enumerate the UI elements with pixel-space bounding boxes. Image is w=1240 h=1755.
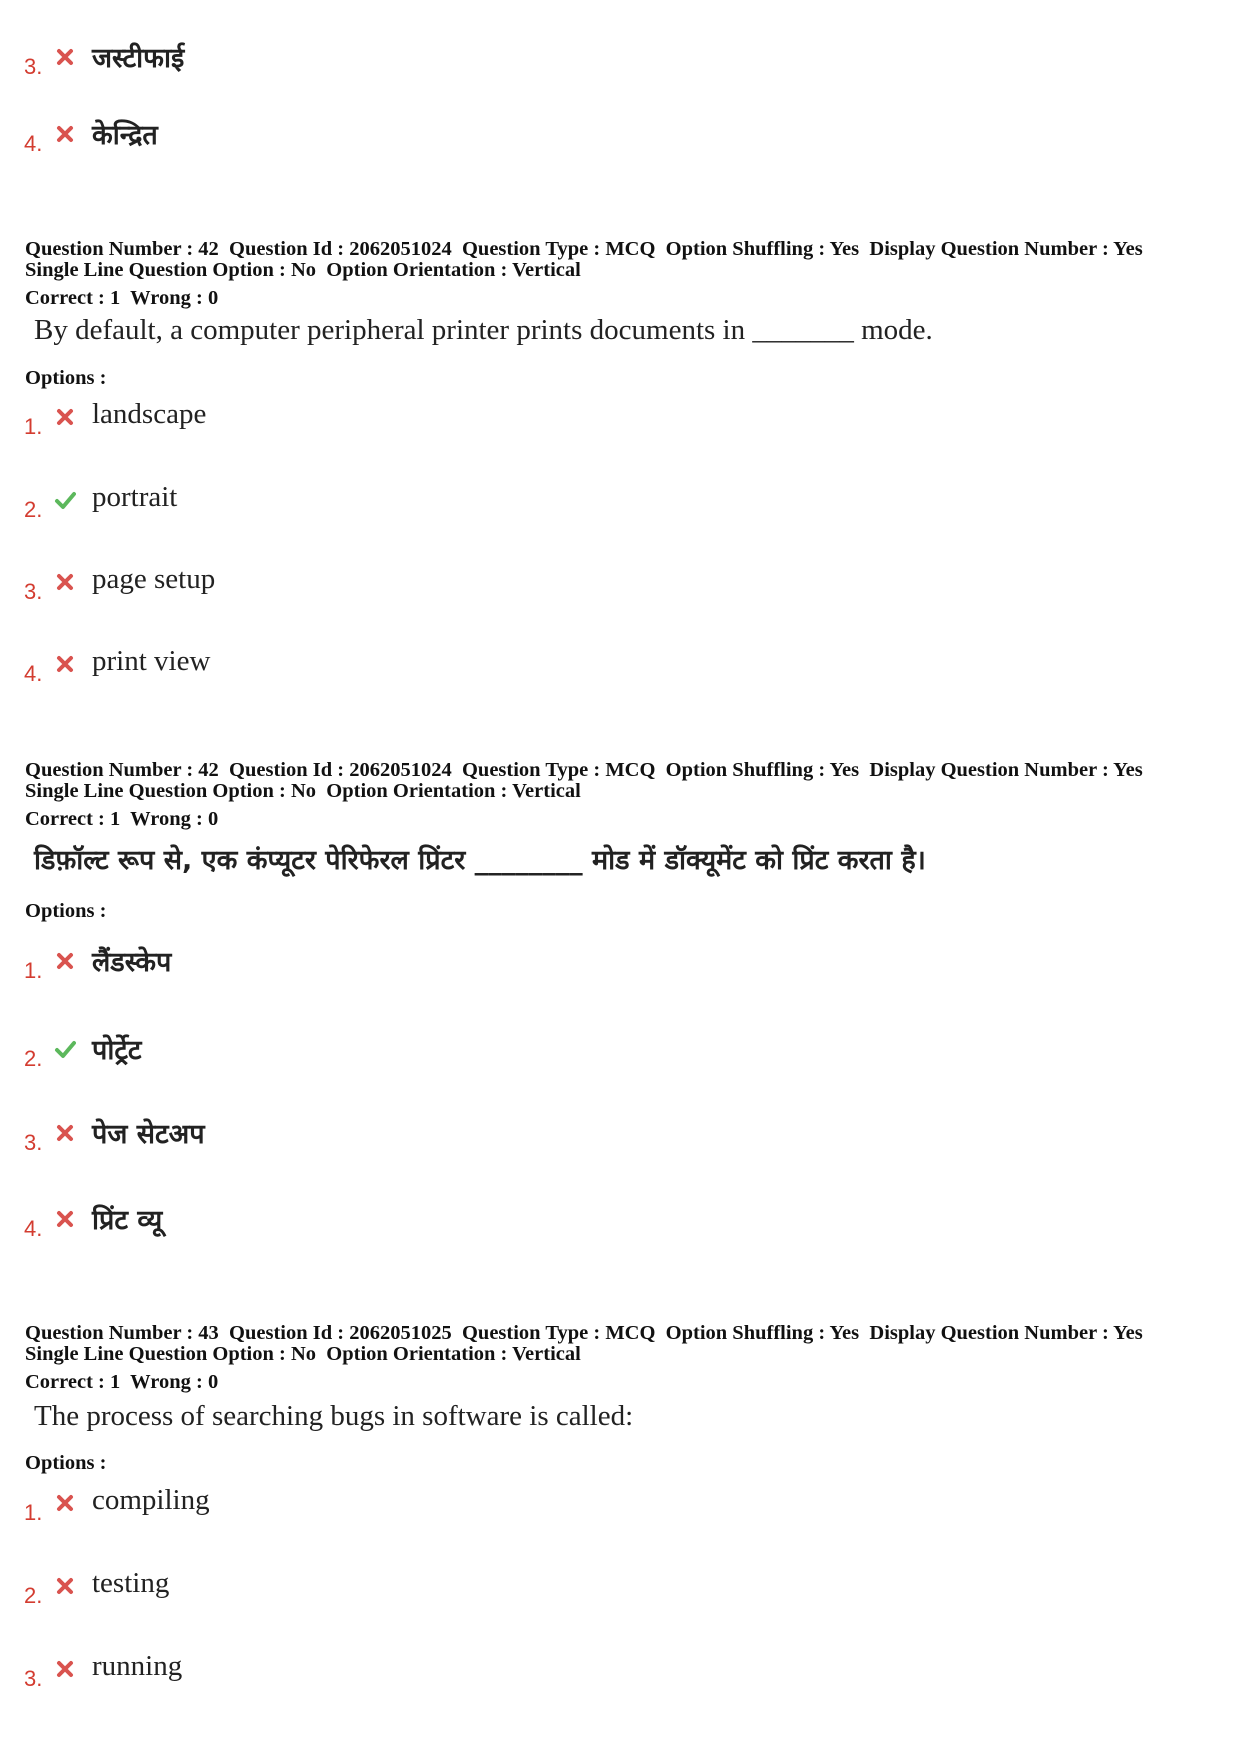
question-meta-line: Single Line Question Option : No Option Orientation : Vertical	[25, 1343, 581, 1365]
check-icon	[54, 489, 76, 511]
option-number: 3.	[24, 579, 43, 604]
question-meta-line: Single Line Question Option : No Option Orientation : Vertical	[25, 780, 581, 802]
option-number: 3.	[24, 1130, 43, 1155]
question-meta-line: Question Number : 42 Question Id : 2062051024 Question Type : MCQ Option Shuffling : Yes Display Question Number : Yes	[25, 759, 1143, 781]
cross-icon	[54, 1208, 76, 1230]
option-text: लैंडस्केप	[92, 947, 172, 978]
question-marks: Correct : 1 Wrong : 0	[25, 1371, 219, 1393]
option-number: 1.	[24, 958, 43, 983]
cross-icon	[54, 123, 76, 145]
option-text: पोर्ट्रेट	[92, 1035, 142, 1066]
option-text: जस्टीफाई	[92, 43, 185, 74]
option-text: प्रिंट व्यू	[92, 1205, 163, 1236]
cross-icon	[54, 1122, 76, 1144]
option-number: 1.	[24, 414, 43, 439]
option-text: केन्द्रित	[92, 120, 158, 151]
option-text: landscape	[92, 398, 207, 430]
option-number: 1.	[24, 1500, 43, 1525]
check-icon	[54, 1038, 76, 1060]
cross-icon	[54, 653, 76, 675]
question-marks: Correct : 1 Wrong : 0	[25, 287, 219, 309]
option-number: 2.	[24, 1583, 43, 1608]
cross-icon	[54, 950, 76, 972]
question-text: The process of searching bugs in software is called:	[34, 1400, 634, 1432]
option-number: 4.	[24, 131, 43, 156]
option-text: portrait	[92, 481, 178, 513]
option-number: 4.	[24, 1216, 43, 1241]
question-text: डिफ़ॉल्ट रूप से, एक कंप्यूटर पेरिफेरल प्रिंटर ________ मोड में डॉक्यूमेंट को प्रिंट करता है।	[34, 845, 926, 876]
cross-icon	[54, 1492, 76, 1514]
option-text: print view	[92, 645, 211, 677]
option-text: पेज सेटअप	[92, 1119, 205, 1150]
options-label: Options :	[25, 367, 107, 389]
cross-icon	[54, 1658, 76, 1680]
option-text: testing	[92, 1567, 170, 1599]
question-text: By default, a computer peripheral printer prints documents in _______ mode.	[34, 314, 933, 346]
cross-icon	[54, 46, 76, 68]
option-text: compiling	[92, 1484, 210, 1516]
option-number: 2.	[24, 497, 43, 522]
option-number: 2.	[24, 1046, 43, 1071]
cross-icon	[54, 406, 76, 428]
question-marks: Correct : 1 Wrong : 0	[25, 808, 219, 830]
question-meta-line: Single Line Question Option : No Option Orientation : Vertical	[25, 259, 581, 281]
option-text: page setup	[92, 563, 216, 595]
cross-icon	[54, 1575, 76, 1597]
options-label: Options :	[25, 900, 107, 922]
question-meta-line: Question Number : 43 Question Id : 2062051025 Question Type : MCQ Option Shuffling : Yes Display Question Number : Yes	[25, 1322, 1143, 1344]
option-text: running	[92, 1650, 183, 1682]
options-label: Options :	[25, 1452, 107, 1474]
option-number: 4.	[24, 661, 43, 686]
cross-icon	[54, 571, 76, 593]
option-number: 3.	[24, 54, 43, 79]
question-meta-line: Question Number : 42 Question Id : 2062051024 Question Type : MCQ Option Shuffling : Yes Display Question Number : Yes	[25, 238, 1143, 260]
option-number: 3.	[24, 1666, 43, 1691]
